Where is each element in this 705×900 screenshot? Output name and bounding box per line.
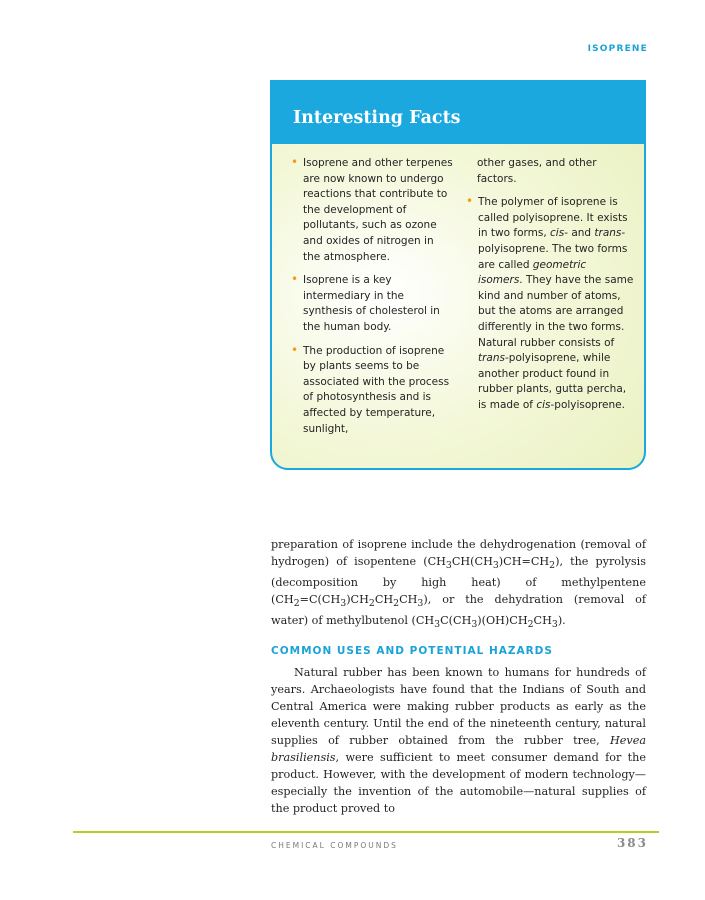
- footer-rule: [73, 831, 659, 833]
- text: ), or the dehydration (removal of water) of methylbutenol (CH: [271, 593, 646, 628]
- fact-text: -polyisoprene. The two forms are called: [478, 227, 628, 271]
- text: ), the pyrolysis (decomposition by high heat) of methylpentene (CH: [271, 555, 646, 607]
- italic-term: cis: [536, 398, 551, 411]
- bullet-icon: •: [291, 155, 299, 169]
- fact-item: [289, 273, 454, 335]
- sidebar-column-right: [466, 156, 634, 445]
- fact-item: [466, 194, 634, 413]
- subscript: 2: [549, 560, 556, 572]
- fact-text: Isoprene is a key intermediary in the synthesis of cholesterol in the human body.: [303, 274, 440, 333]
- subscript: 2: [527, 619, 534, 631]
- text: ).: [557, 614, 566, 628]
- fact-text: The production of isoprene by plants seems to be associated with the process of photosynthesis and is affected by temperature, sunlight,: [303, 344, 450, 435]
- text: Natural rubber has been known to humans for hundreds of years. Archaeologists have found that the Indians of South and Central America were making rubber products as early as the eleventh century. Until the end of the nineteenth century, natural supplies of rubber obtained from the rubber tree,: [271, 666, 646, 747]
- text: )(OH)CH: [477, 614, 528, 628]
- bullet-icon: •: [466, 194, 474, 209]
- bullet-icon: •: [291, 342, 299, 357]
- fact-text: The polymer of isoprene is called polyisoprene. It exists in two forms,: [478, 196, 628, 240]
- text: , were sufficient to meet consumer demand for the product. However, with the development of modern technology—especially the invention of the automobile—natural supplies of the product proved to: [271, 751, 646, 815]
- subscript: 3: [417, 598, 424, 610]
- text: CH: [533, 614, 552, 628]
- subscript: 3: [551, 619, 558, 631]
- bullet-icon: •: [291, 272, 299, 287]
- subscript: 3: [492, 560, 499, 572]
- subscript: 2: [393, 598, 400, 610]
- sidebar-title: Interesting Facts: [293, 108, 461, 128]
- text: =C(CH: [299, 593, 341, 607]
- text: CH: [374, 593, 394, 607]
- sidebar-column-left: [289, 156, 454, 445]
- text: )CH=CH: [498, 555, 550, 568]
- italic-term: trans: [478, 352, 505, 365]
- fact-text: Isoprene and other terpenes are now known to undergo reactions that contribute to the development of pollutants, such as ozone and oxides of nitrogen in the atmosphere.: [303, 157, 453, 263]
- text: C(CH: [440, 614, 472, 628]
- subscript: 3: [434, 619, 441, 631]
- fact-text: . They have the same kind and number of atoms, but the atoms are arranged differently in the two forms. Natural rubber consists of: [478, 274, 634, 349]
- text: )CH: [346, 593, 369, 607]
- text: preparation of isoprene include the dehydrogenation (removal of hydrogen) of isopentene (CH: [271, 538, 646, 568]
- italic-term: geometric isomers: [478, 258, 587, 287]
- text: CH(CH: [451, 555, 493, 568]
- italic-term: cis: [550, 227, 565, 240]
- section-heading: COMMON USES AND POTENTIAL HAZARDS: [271, 645, 553, 657]
- footer-book-title: CHEMICAL COMPOUNDS: [271, 841, 398, 850]
- page-number: 383: [616, 836, 648, 850]
- fact-text: - and: [564, 227, 595, 240]
- body-paragraph-preparation: [271, 536, 646, 634]
- fact-item: [289, 156, 454, 265]
- subscript: 3: [471, 619, 478, 631]
- subscript: 3: [340, 598, 347, 610]
- fact-item: [289, 344, 454, 438]
- body-paragraph-uses: [271, 664, 646, 817]
- sidebar-columns: [289, 156, 634, 445]
- interesting-facts-sidebar: [270, 80, 646, 470]
- subscript: 2: [368, 598, 375, 610]
- subscript: 2: [293, 598, 300, 610]
- running-head: ISOPRENE: [587, 44, 648, 54]
- fact-text: -polyisoprene, while another product found in rubber plants, gutta percha, is made of: [478, 352, 627, 411]
- italic-term: trans: [594, 227, 622, 240]
- subscript: 3: [445, 560, 452, 572]
- species-name: Hevea brasiliensis: [271, 734, 646, 764]
- fact-continuation: other gases, and other factors.: [477, 157, 597, 185]
- text: CH: [399, 593, 418, 607]
- fact-text: -polyisoprene.: [550, 398, 625, 411]
